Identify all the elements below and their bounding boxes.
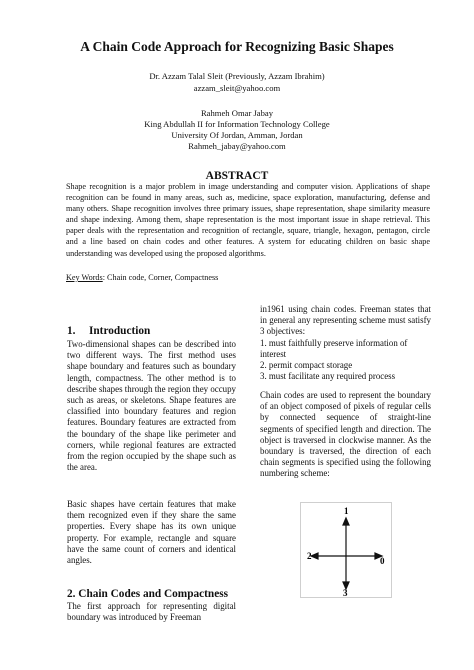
objective-2: 2. permit compact storage: [260, 360, 353, 370]
direction-label-right: 0: [380, 556, 385, 566]
intro-paragraph-1: Two-dimensional shapes can be described into two different ways. The first method uses shape boundary and features such as boundary length, compactness. The other method is to describe shapes through the region they occupy such as areas, or skeletons. Shape features are classified into boundary features and region features. Boundary features are extracted from the boundary of the shape like perimeter and corners, while regional features are extracted from the region occupied by the shape such as the area.: [67, 339, 236, 473]
direction-label-up: 1: [344, 506, 349, 516]
section-2-heading: 2. Chain Codes and Compactness: [67, 588, 229, 600]
chain-paragraph-1: The first approach for representing digital boundary was introduced by Freeman: [67, 601, 236, 623]
direction-label-left: 2: [307, 551, 312, 561]
section-1-number: 1.: [67, 325, 76, 337]
objective-3: 3. must facilitate any required process: [260, 371, 396, 381]
author-2-email: Rahmeh_jabay@yahoo.com: [188, 141, 286, 151]
objective-1: 1. must faithfully preserve information of interest: [260, 338, 408, 360]
section-1-heading: [67, 326, 236, 337]
direction-label-down: 3: [343, 588, 348, 598]
abstract-heading: ABSTRACT: [205, 170, 269, 182]
arrow-left-icon: [311, 553, 318, 559]
author-1-name: Dr. Azzam Talal Sleit (Previously, Azzam Ibrahim): [149, 71, 325, 81]
author-2-affiliation-university: University Of Jordan, Amman, Jordan: [171, 130, 303, 140]
author-1-email: azzam_sleit@yahoo.com: [193, 83, 281, 93]
chain-codes-paragraph: Chain codes are used to represent the boundary of an object composed of pixels of regular cells by connected sequence of straight-line segments of specified length and direction. The object is traversed in clockwise manner. As the boundary is traversed, the direction of each chain segments is specified using the following numbering scheme:: [260, 390, 431, 479]
abstract-text: Shape recognition is a major problem in image understanding and computer vision. Applications of shape recognition can be found in many areas, such as, medicine, space exploration, manufacturing, defense and many others. Shape recognition involves three primary issues, shape representation, shape similarity measure and shape indexing. Among them, shape representation is the most important issue in shape retrieval. This paper deals with the representation and recognition of rectangle, square, triangle, hexagon, pentagon, circle and a line based on chain codes and other features. A system for educating children on basic shape understanding was developed using the proposed algorithms.: [66, 182, 430, 258]
keywords-line: [66, 273, 218, 282]
author-2-name: Rahmeh Omar Jabay: [200, 108, 274, 118]
author-2-affiliation-college: King Abdullah II for Information Technology College: [144, 119, 330, 129]
freeman-paragraph: in1961 using chain codes. Freeman states that in general any representing scheme must satisfy 3 objectives:: [260, 304, 431, 337]
intro-paragraph-2: Basic shapes have certain features that make them recognized even if they share the same properties. Every shape has its own unique property. For example, rectangle and square have the same count of corners and identical angles.: [67, 499, 236, 566]
chain-code-direction-diagram: [300, 502, 392, 598]
paper-title: A Chain Code Approach for Recognizing Basic Shapes: [80, 39, 394, 54]
arrow-up-icon: [343, 518, 349, 525]
keywords-label: Key Words: [66, 273, 103, 282]
section-1-title: Introduction: [89, 325, 151, 337]
keywords-text: : Chain code, Corner, Compactness: [102, 273, 219, 282]
